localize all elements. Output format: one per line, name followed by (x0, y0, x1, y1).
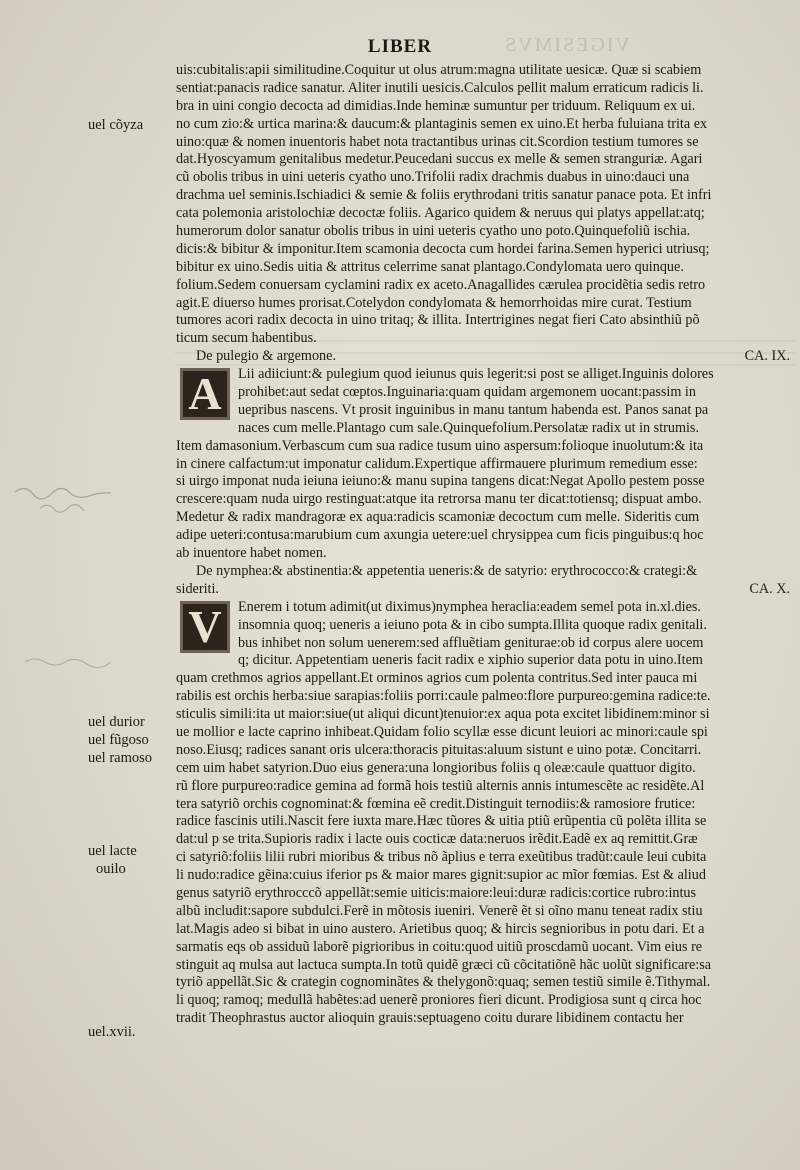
text-line: quam crethmos agrios appellant.Et orminos agrios cum polenta contritus.Sed inter pauca mi (176, 670, 698, 687)
text-line: bra in uini congio decocta ad dimidias.Inde heminæ sumuntur per triduum. Reliquum ex ui. (176, 97, 696, 114)
text-line: sentiat:panacis radice sanatur. Aliter inutili uesicis.Calculos pellit malum erraticum radicis li. (176, 79, 704, 96)
text-line: uino:quæ & nomen inuentoris habet nota tractantibus urinas cit.Scordion testium tumores se (176, 133, 699, 150)
margin-note-ramoso: uel ramoso (88, 750, 153, 766)
chapter-heading (176, 348, 794, 366)
chapter-lines (176, 438, 794, 563)
text-line: ticum secum habentibus. (176, 330, 317, 347)
chapter-body (176, 599, 794, 671)
text-line: Medetur & radix mandragoræ ex aqua:radicis scamoniæ decoctum cum melle. Sideritis cum (176, 509, 700, 526)
text-line: lat.Magis adeo si bibat in uino austero. Arietibus quoq; & hircis segnioribus in potu dari. Et a (176, 920, 705, 937)
text-line: agit.E diuerso humes prorisat.Cotelydon condylomata & hemorrhoidas mire curat. Testium (176, 294, 692, 311)
dropcap-lines (176, 599, 794, 671)
chapter-title-cont: sideriti. (176, 580, 219, 597)
text-line: dat.Hyoscyamum genitalibus medetur.Peucedani succus ex melle & semen stranguriæ. Agari (176, 151, 703, 168)
text-line: ue mollior e lacte caprino inhibeat.Quidam folio scyllæ esse dicunt leuiori ac minori:caule spi (176, 723, 708, 740)
text-line: naces cum melle.Plantago cum sale.Quinquefolium.Persolatæ radix ut in strumis. (238, 419, 700, 436)
text-line: genus satyriõ erythrocccõ appellãt:semie uiticis:maiore:leui:duræ radicis:cortice rubro:intus (176, 884, 697, 901)
chapter-body (176, 366, 794, 438)
text-line: uepribus nascens. Vt prosit inguinibus in manu tantum habenda est. Panos sanat pa (238, 401, 709, 418)
text-line: cem uim habet satyrion.Duo eius genera:una longioribus foliis q oleæ:caule quattuor digito. (176, 759, 696, 776)
text-line: adipe ueteri:contusa:marubium cum axungia uetere:uel chrysippea cum ficis pinguibus:q hoc (176, 527, 704, 544)
drop-capital: V (180, 601, 230, 653)
text-line: dicis:& bibitur & imponitur.Item scamonia decocta cum hordei farina.Semen hyperici utriusq; (176, 240, 710, 257)
drop-capital: A (180, 368, 230, 420)
text-line: cũ obolis tribus in uini ueteris cyatho uno.Trifolii radix drachmis duabus in uino:dauci una (176, 169, 690, 186)
text-line: crescere:quam nuda uirgo restinguat:atque ita retrorsa manu ter dicat:totiensq; dispuat ambo. (176, 491, 702, 508)
text-line: radice fascinis utili.Nascit fere iuxta mare.Hæc tũores & uitia ptiũ erũpentia cũ polẽta illita se (176, 813, 707, 830)
chapter-title: De pulegio & argemone. (196, 348, 336, 365)
text-line: tumores acori radix decocta in uino tritaq; & illita. Intertrigines negat fieri Cato absinthiũ põ (176, 312, 700, 329)
page-header: LIBER (367, 36, 433, 57)
text-line: tyriõ appellãt.Sic & crategin cognominãtes & thelygonõ:quaq; semen testiũ simile ẽ.Tithymal. (176, 974, 711, 991)
text-line: ab inuentore habet nomen. (176, 545, 327, 562)
handwritten-scribble (10, 480, 120, 520)
text-line: Enerem i totum adimit(ut diximus)nymphea heraclia:eadem semel pota in.xl.dies. (238, 598, 701, 615)
text-line: li nudo:radice gẽina:cuius iferior ps & maior mares gignit:supior ac mĩor fœmias. Est & aliud (176, 867, 706, 884)
text-line: Lii adiiciunt:& pulegium quod ieiunus quis legerit:si post se alliget.Inguinis dolores (238, 366, 714, 383)
text-line: albũ includit:sapore subdulci.Ferẽ in mõtosis iueniri. Venerẽ ẽt si oĩno manu teneat radix stiu (176, 902, 703, 919)
margin-note-fugoso: uel fũgoso (88, 732, 149, 748)
text-line: li quoq; ramoq; medullã habẽtes:ad uenerẽ proniores fieri dicunt. Prodigiosa sunt q circa hoc (176, 992, 702, 1009)
text-line: prohibet:aut sedat cœptos.Inguinaria:quam quidam argemonem uocant:passim in (238, 384, 696, 401)
margin-note-coyza: uel cõyza (88, 117, 144, 133)
margin-note-lacte: uel lacte (88, 843, 137, 859)
chapter-number: CA. IX. (744, 348, 790, 365)
text-line: stinguit aq mulsa aut lactuca sumpta.In totũ quidẽ græci cũ cõcitatiõnẽ hãc uolũt significare:sa (176, 956, 712, 973)
margin-note-xvii: uel.xvii. (88, 1024, 136, 1040)
chapter-lines (176, 670, 794, 1028)
text-line: rũ flore purpureo:radice gemina ad formã hois testiũ alternis annis intumescẽte ac residẽte.Al (176, 777, 705, 794)
text-line: sticulis simili:ita ut maior:siue(ut aliqui dicunt)tenuior:ex aqua pota excitet libidinem:minor si (176, 706, 710, 723)
text-line: uis:cubitalis:apii similitudine.Coquitur ut olus atrum:magna utilitate uesicæ. Quæ si scabiem (176, 62, 702, 78)
text-line: dat:ul p se trita.Supioris radix i lacte ouis cocticæ data:neruos irẽdit.Eadẽ ex aq remittit.Græ (176, 831, 698, 848)
text-line: tradit Theophrastus auctor alioquin grauis:septuageno coitu durare libidinem contactu her (176, 1010, 684, 1027)
paragraph-block (176, 62, 794, 348)
chapter-heading (176, 581, 794, 599)
text-line: noso.Eiusq; radices sanant oris ulcera:thoracis pituitas:aluum sistunt e uino potæ. Concitarri. (176, 741, 702, 758)
text-line: sarmatis eqs ob assiduũ laborẽ pigrioribus in coitu:quod uitiũ proscdamũ uocant. Vim eius re (176, 938, 703, 955)
text-column (176, 62, 794, 1028)
text-line: tera satyriõ orchis cognominat:& fœmina eẽ credit.Distinguit ternodiis:& ramosiore frutice: (176, 795, 696, 812)
margin-note-durior: uel durior (88, 714, 145, 730)
dropcap-lines (176, 366, 794, 438)
margin-note-ouilo: ouilo (96, 861, 126, 877)
text-line: no cum zio:& urtica marina:& daucum:& plantaginis semen ex uino.Et herba fuluiana trita ex (176, 115, 708, 132)
text-line: in cinere calfactum:ut imponatur calidum.Expertique affirmauere plurimum remedium esse: (176, 455, 698, 472)
text-line: si uirgo imponat nuda ieiuna ieiuno:& manu supina tangens dicat:Negat Apollo pestem posse (176, 473, 705, 490)
chapter-title: De nymphea:& abstinentia:& appetentia ueneris:& de satyrio: erythrococco:& crategi:& (196, 562, 698, 579)
bleed-through-text: VIGESIMVS (503, 34, 630, 56)
text-line: bibitur ex uino.Sedis uitia & attritus celerrime sanat plantago.Condylomata uero quinque. (176, 258, 684, 275)
chapter-number: CA. X. (749, 580, 790, 597)
handwritten-scribble-2 (20, 650, 140, 680)
text-line: drachma uel seminis.Ischiadici & semie & foliis erythrodani tritis sanatur panace pota. Et infri (176, 187, 712, 204)
text-line: Item damasonium.Verbascum cum sua radice tusum uino aspersum:folioque inuolutum:& ita (176, 437, 704, 454)
text-line: cata polemonia aristolochiæ decoctæ foliis. Agarico quidem & neruus qui platys appellat:atq; (176, 205, 705, 222)
text-line: humerorum dolor sanatur obolis tribus in uini ueteris cyatho uno poto.Quinquefoliũ ischia. (176, 223, 691, 240)
text-line: ci satyriõ:foliis lilii rubri mioribus & tribus nõ ãplius e terra exeũtibus tradũt:caule leui cubita (176, 849, 707, 866)
text-line: insomnia quoq; ueneris a ieiuno pota & in cibo sumpta.Illita quoque radix genitali. (238, 616, 707, 633)
text-line: bus inhibet non solum uenerem:sed affluẽtiam geniturae:ob id corpus alere uocem (238, 634, 704, 651)
text-line: folium.Sedem conuersam cyclamini radix ex aceto.Anagallides cærulea procidẽtia sedis retro (176, 276, 706, 293)
text-line: rabilis est orchis herba:siue sarapias:foliis porri:caule palmeo:flore purpureo:gemina radice:te. (176, 688, 711, 705)
text-line: q; dicitur. Appetentiam ueneris facit radix e xiphio superior data potu in uino.Item (238, 652, 703, 669)
